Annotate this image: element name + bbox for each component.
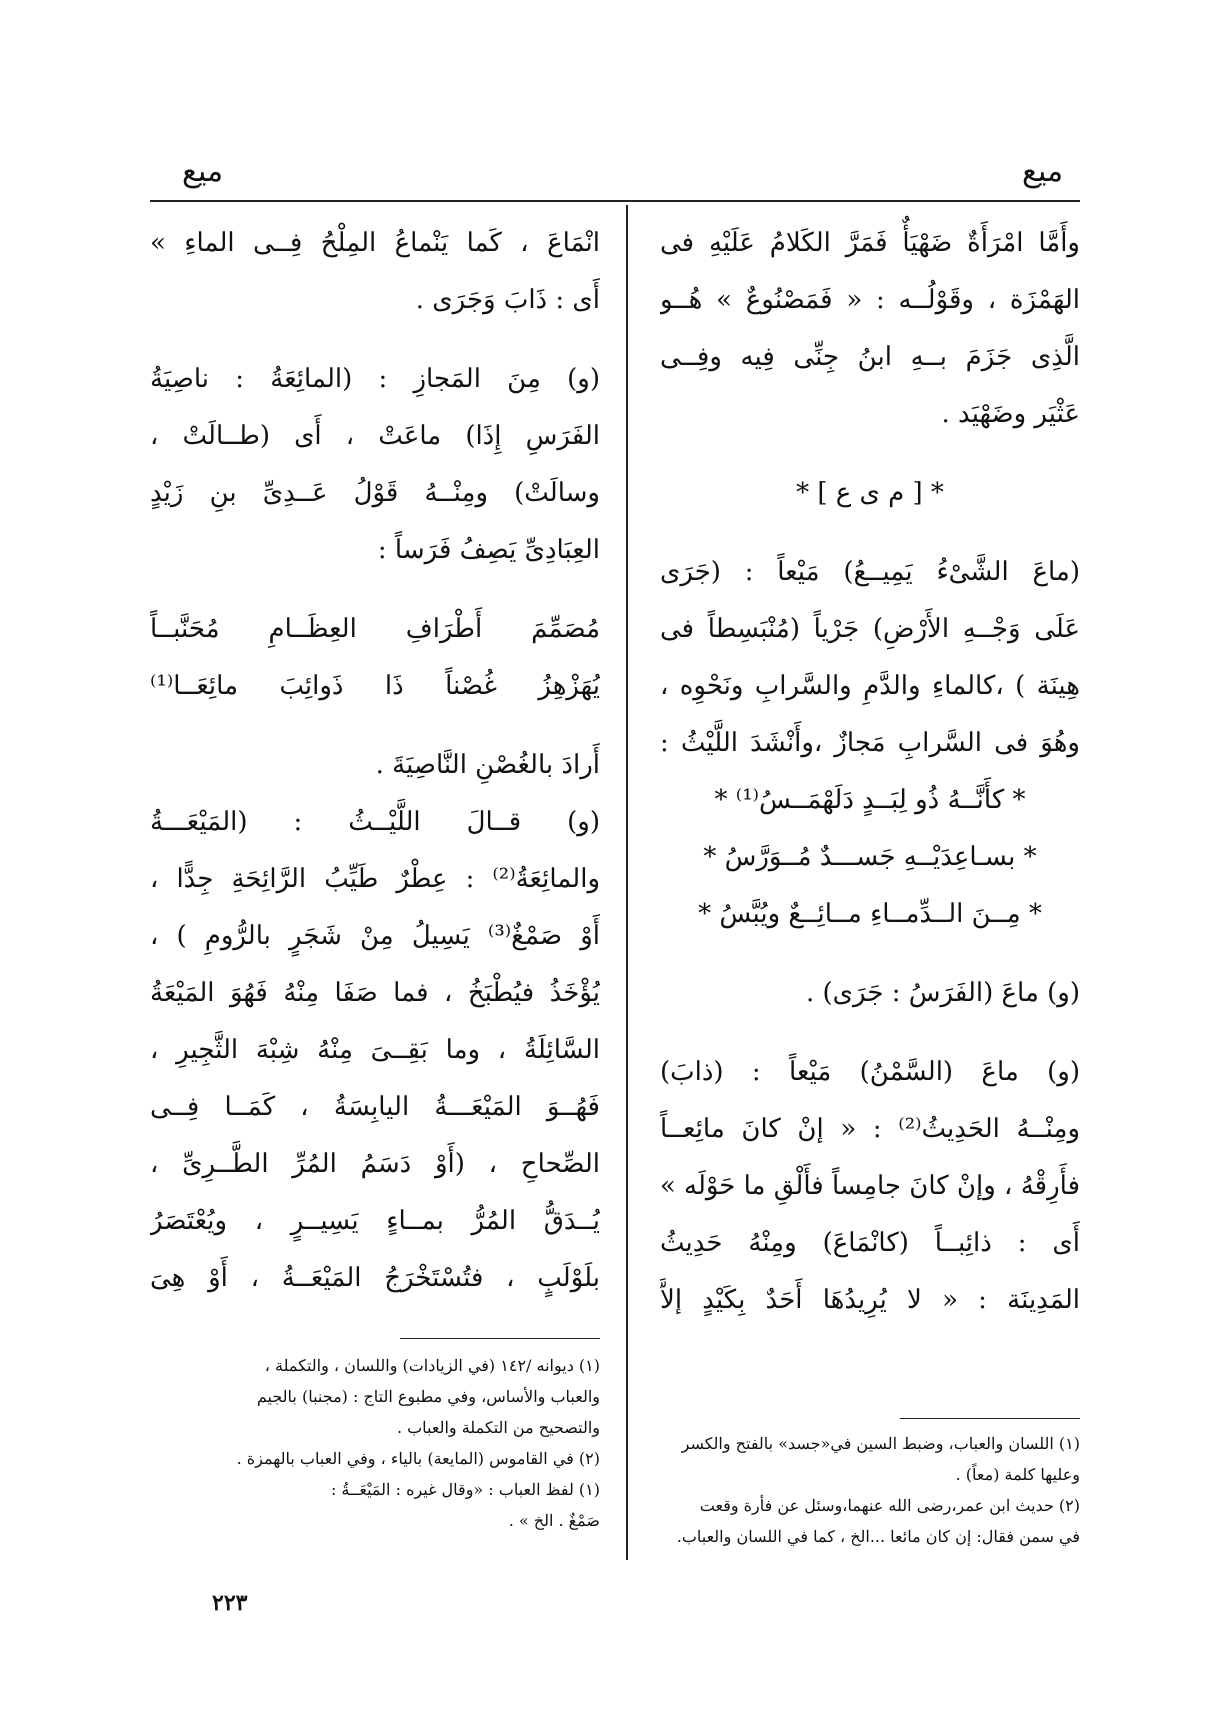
text-line: عَلَى وَجْــهِ الأَرْضِ) جَرْياً (مُنْبَسِطاً فى — [660, 614, 1080, 644]
footnote-line: (١) لفظ العباب : «وقال غيره : المَيْعَــةُ : — [330, 1480, 600, 1499]
text-line: العِبَادِىِّ يَصِفُ فَرَساً : — [377, 535, 600, 565]
verse-line: يُهَزْهِزُ غُصْناً ذَا ذَوائِبَ مائِعَــا⁽¹⁾ — [150, 671, 600, 701]
text-line: (و) ماعَ (الفَرَسُ : جَرَى) . — [806, 978, 1080, 1008]
footnote-line: (١) اللسان والعباب، وضبط السين في«جسد» بالفتح والكسر — [681, 1434, 1080, 1453]
text-line: (و) قــالَ اللَّيْــثُ : (المَيْعَـــةُ — [150, 807, 600, 837]
verse-line: * كأَنَّــهُ ذُو لِبَــدٍ دَلَهْمَــسُ⁽¹⁾ * — [714, 785, 1026, 815]
running-head-left: ميع — [182, 154, 224, 189]
footnote-rule-left — [400, 1338, 600, 1339]
verse-line: مُصَمِّمَ أَطْرَافِ العِظَــامِ مُحَنَّبــاً — [150, 614, 600, 644]
left-column — [150, 215, 600, 1307]
footnote-line: والتصحيح من التكملة والعباب . — [396, 1418, 600, 1437]
footnote-rule-right — [900, 1418, 1080, 1419]
entry-heading: * [ م ى ع ] * — [796, 478, 944, 508]
footnotes-left — [150, 1350, 600, 1536]
text-line: الصِّحاحِ ، (أَوْ دَسَمُ المُرِّ الطَّــرِىِّ ، — [150, 1149, 600, 1179]
text-line: وسالَتْ) ومِنْــهُ قَوْلُ عَــدِىِّ بنِ زَيْدٍ — [150, 478, 600, 508]
text-line: انْمَاعَ ، كَما يَنْماعُ المِلْحُ فِــى الماءِ » — [150, 228, 600, 258]
footnotes-right — [660, 1428, 1080, 1552]
footnote-line: في سمن فقال: إن كان مائعا ...الخ ، كما في اللسان والعباب. — [676, 1527, 1080, 1546]
text-line: الهَمْزَة ، وقَوْلُــه : « فَمَصْنُوعٌ » هُــو — [660, 285, 1080, 315]
text-line: (و) مِنَ المَجازِ : (المائِعَةُ : ناصِيَةُ — [150, 364, 600, 394]
text-line: أَى : ذَابَ وَجَرَى . — [415, 285, 600, 315]
footnote-line: وعليها كلمة (معاً) . — [955, 1465, 1080, 1484]
text-line: السَّائِلَةُ ، وما بَقِــىَ مِنْهُ شِبْهَ الثَّجِيرِ ، — [150, 1035, 600, 1065]
footnote-line: صَمْغٌ . الخ » . — [508, 1511, 600, 1530]
footnote-line: والعباب والأساس، وفي مطبوع التاج : (مجنبا) بالجيم — [256, 1387, 600, 1406]
verse-line: * مِــنَ الــدِّمــاءِ مــائِــعٌ ويُبَّسُ * — [698, 899, 1042, 929]
text-line: أَرادَ بالغُصْنِ النَّاصِيَةَ . — [375, 750, 600, 780]
text-line: (و) ماعَ (السَّمْنُ) مَيْعاً : (ذابَ) — [660, 1057, 1080, 1087]
page-number: ٢٢٣ — [212, 1590, 248, 1616]
text-line: يُــدَقُّ المُرُّ بمــاءٍ يَسِيــرٍ ، ويُعْتَصَرُ — [150, 1206, 600, 1236]
text-line: أَوْ صَمْغٌ⁽³⁾ يَسِيلُ مِنْ شَجَرٍ بالرُّومِ ) ، — [150, 921, 600, 951]
column-divider — [626, 205, 628, 1560]
footnote-line: (٢) في القاموس (المايعة) بالياء ، وفي العباب بالهمزة . — [236, 1449, 600, 1468]
text-line: عَثْيَر وضَهْيَد . — [941, 399, 1080, 429]
text-line: وهُوَ فى السَّرابِ مَجازٌ ،وأَنْشَدَ اللَّيْثُ : — [660, 728, 1080, 758]
text-line: أَى : ذائِبــاً (كانْمَاعَ) ومِنْهُ حَدِيثُ — [660, 1228, 1080, 1258]
text-line: هِينَة ) ،كالماءِ والدَّمِ والسَّرابِ ونَحْوِه ، — [660, 671, 1080, 701]
text-line: (ماعَ الشَّىْءُ يَمِيــعُ) مَيْعاً : (جَرَى — [660, 557, 1080, 587]
header-rule — [150, 200, 1080, 202]
text-line: المَدِينَة : « لا يُرِيدُهَا أَحَدٌ بِكَيْدٍ إلاَّ — [660, 1285, 1080, 1315]
text-line: الفَرَسِ إِذَا) ماعَتْ ، أَى (طــالَتْ ، — [150, 421, 600, 451]
verse-line: * بسـاعِدَيْــهِ جَســـدٌ مُــوَرَّسُ * — [703, 842, 1037, 872]
text-line: فأَرِقْهُ ، وإنْ كانَ جامِساً فأَلْقِ ما حَوْلَه » — [660, 1171, 1080, 1201]
text-line: ومِنْــهُ الحَدِيثُ⁽²⁾ : « إنْ كانَ مائِعــاً — [660, 1114, 1080, 1144]
text-line: بلَوْلَبٍ ، فتُسْتَخْرَجُ المَيْعَــةُ ، أَوْ هِىَ — [150, 1263, 600, 1293]
text-line: وأَمَّا امْرَأَةٌ ضَهْيَأٌ فَمَرَّ الكَلامُ عَلَيْهِ فى — [660, 228, 1080, 258]
text-line: الَّذِى جَزَمَ بــهِ ابنُ جِنِّى فِيه وفِــى — [660, 342, 1080, 372]
running-head-right: ميع — [1022, 154, 1064, 189]
footnote-line: (٢) حديث ابن عمر،رضى الله عنهما،وسئل عن فأرة وقعت — [699, 1496, 1080, 1515]
text-line: والمائِعَةُ⁽²⁾ : عِطْرٌ طَيِّبُ الرَّائِحَةِ جِدًّا ، — [150, 864, 600, 894]
text-line: يُؤْخَذُ فيُطْبَخُ ، فما صَفَا مِنْهُ فَهُوَ المَيْعَةُ — [150, 978, 600, 1008]
right-column — [660, 215, 1080, 1329]
footnote-line: (١) ديوانه /١٤٢ (في الزيادات) واللسان ، والتكملة ، — [264, 1356, 600, 1375]
text-line: فَهُــوَ المَيْعَـــةُ اليابِسَةُ ، كَمَــا فِــى — [150, 1092, 600, 1122]
